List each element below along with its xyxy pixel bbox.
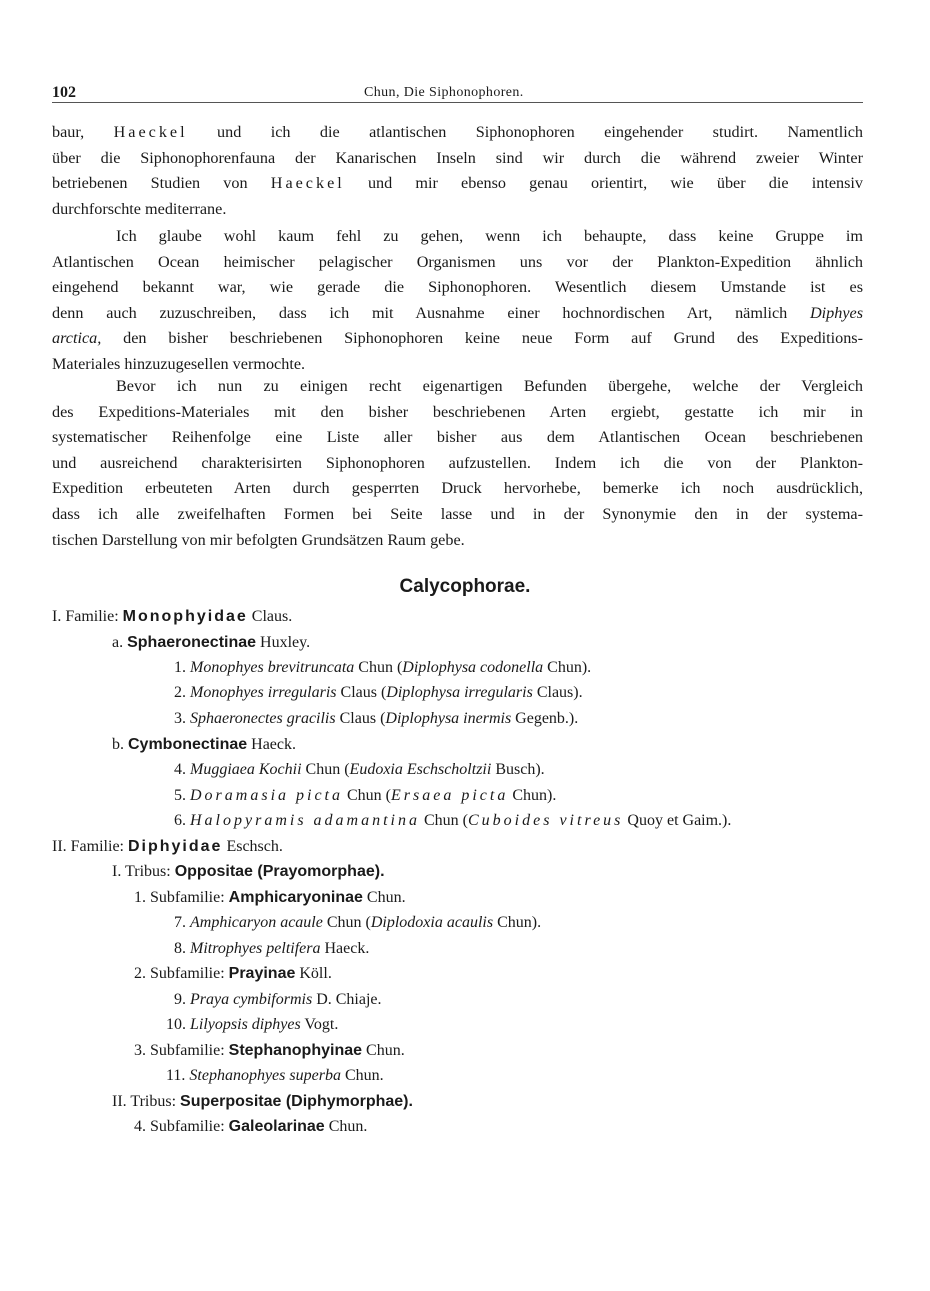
family-heading: I. Familie: Monophyidae Claus.: [52, 608, 293, 625]
running-title: Chun, Die Siphonophoren.: [364, 85, 524, 100]
text-line: des Expeditions-Materiales mit den bisher beschriebenen Arten ergiebt, gestatte ich mir in: [52, 402, 863, 421]
paragraph-2: [52, 224, 863, 378]
species-entry: 8. Mitrophyes peltifera Haeck.: [174, 940, 370, 957]
text-line: denn auch zuzuschreiben, dass ich mit Ausnahme einer hochnordischen Art, nämlich Diphyes: [52, 303, 863, 322]
text-line: tischen Darstellung von mir befolgten Grundsätzen Raum gebe.: [52, 530, 465, 549]
header-rule: [52, 102, 863, 103]
running-header: [52, 84, 863, 104]
text-line: Materiales hinzuzugesellen vermochte.: [52, 354, 306, 373]
text-line: Ich glaube wohl kaum fehl zu gehen, wenn ich behaupte, dass keine Gruppe im: [116, 227, 863, 245]
text-line: dass ich alle zweifelhaften Formen bei Seite lasse und in der Synonymie den in der systema-: [52, 504, 863, 523]
subfamily-heading: 2. Subfamilie: Prayinae Köll.: [134, 965, 332, 982]
text-line: durchforschte mediterrane.: [52, 199, 227, 218]
tribus-heading: II. Tribus: Superpositae (Diphymorphae).: [112, 1093, 413, 1110]
text-line: betriebenen Studien von Haeckel und mir ebenso genau orientirt, wie über die intensiv: [52, 174, 863, 193]
text-line: über die Siphonophorenfauna der Kanarischen Inseln sind wir durch die während zweier Winter: [52, 148, 863, 167]
tribus-heading: I. Tribus: Oppositae (Prayomorphae).: [112, 863, 385, 880]
text-line: Bevor ich nun zu einigen recht eigenartigen Befunden übergehe, welche der Vergleich: [116, 377, 863, 395]
species-entry: 5. Doramasia picta Chun (Ersaea picta Chun).: [174, 787, 557, 804]
subfamily-heading: 4. Subfamilie: Galeolarinae Chun.: [134, 1118, 368, 1135]
species-entry: 10. Lilyopsis diphyes Vogt.: [166, 1016, 339, 1033]
subfamily-heading: b. Cymbonectinae Haeck.: [112, 736, 296, 753]
species-entry: 1. Monophyes brevitruncata Chun (Diplophysa codonella Chun).: [174, 659, 592, 676]
text-line: systematischer Reihenfolge eine Liste aller bisher aus dem Atlantischen Ocean beschriebenen: [52, 428, 863, 447]
section-heading: Calycophorae.: [399, 576, 531, 597]
paragraph-3: [52, 374, 863, 553]
species-entry: 6. Halopyramis adamantina Chun (Cuboides vitreus Quoy et Gaim.).: [174, 812, 732, 829]
paragraph-1: [52, 120, 863, 222]
text-line: Atlantischen Ocean heimischer pelagischer Organismen uns vor der Plankton-Expedition ähnlich: [52, 252, 863, 271]
species-entry: 9. Praya cymbiformis D. Chiaje.: [174, 991, 382, 1008]
species-entry: 7. Amphicaryon acaule Chun (Diplodoxia acaulis Chun).: [174, 914, 542, 931]
subfamily-heading: 3. Subfamilie: Stephanophyinae Chun.: [134, 1042, 405, 1059]
species-entry: 11. Stephanophyes superba Chun.: [166, 1067, 384, 1084]
species-entry: 4. Muggiaea Kochii Chun (Eudoxia Eschscholtzii Busch).: [174, 761, 545, 778]
page-number: 102: [52, 84, 76, 101]
subfamily-heading: 1. Subfamilie: Amphicaryoninae Chun.: [134, 889, 406, 906]
text-line: arctica, den bisher beschriebenen Siphonophoren keine neue Form auf Grund des Expeditions-: [52, 329, 863, 348]
species-entry: 3. Sphaeronectes gracilis Claus (Diplophysa inermis Gegenb.).: [174, 710, 579, 727]
family-heading: II. Familie: Diphyidae Eschsch.: [52, 838, 283, 855]
text-line: und ausreichend charakterisirten Siphonophoren aufzustellen. Indem ich die von der Plankton-: [52, 453, 863, 472]
text-line: Expedition erbeuteten Arten durch gesperrten Druck hervorhebe, bemerke ich noch ausdrücklich,: [52, 479, 863, 498]
subfamily-heading: a. Sphaeronectinae Huxley.: [112, 634, 311, 651]
species-entry: 2. Monophyes irregularis Claus (Diplophysa irregularis Claus).: [174, 684, 583, 701]
text-line: baur, Haeckel und ich die atlantischen Siphonophoren eingehender studirt. Namentlich: [52, 123, 863, 141]
text-line: eingehend bekannt war, wie gerade die Siphonophoren. Wesentlich diesem Umstande ist es: [52, 278, 863, 297]
